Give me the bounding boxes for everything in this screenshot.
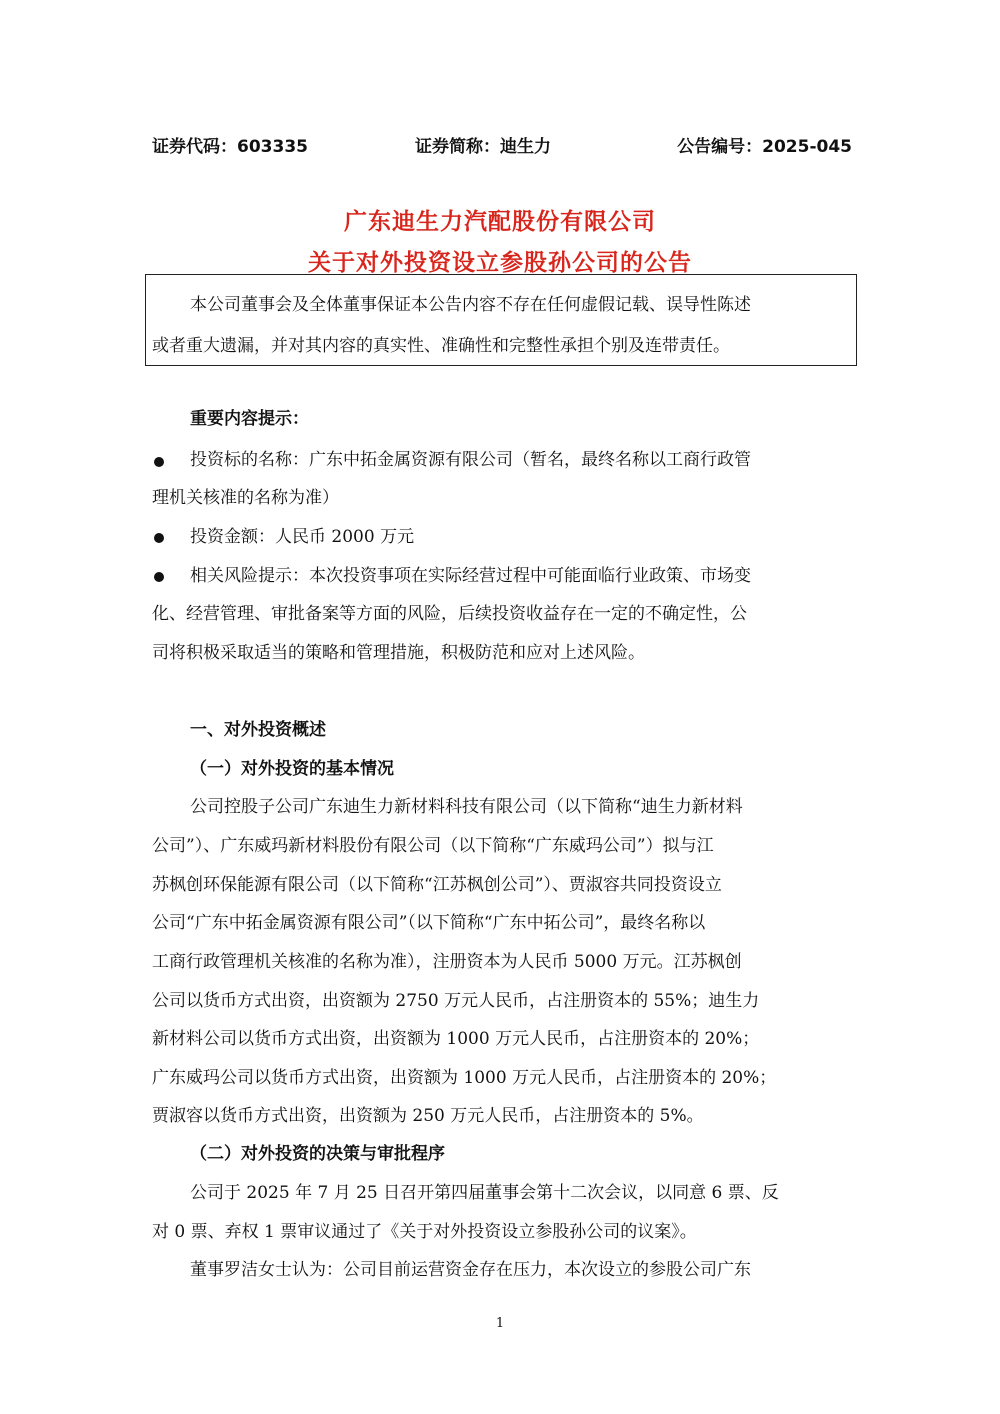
section-heading: 一、对外投资概述 [190,720,326,740]
highlight-item: 投资标的名称：广东中拓金属资源有限公司（暂名，最终名称以工商行政管 [190,450,751,470]
announcement-number: 公告编号：2025-045 [677,137,852,157]
paragraph-line: 苏枫创环保能源有限公司（以下简称“江苏枫创公司”）、贾淑容共同投资设立 [152,875,722,895]
paragraph-line: 工商行政管理机关核准的名称为准），注册资本为人民币 5000 万元。江苏枫创 [152,952,742,972]
highlight-item-continued: 化、经营管理、审批备案等方面的风险，后续投资收益存在一定的不确定性，公 [152,604,747,624]
paragraph-line: 对 0 票、弃权 1 票审议通过了《关于对外投资设立参股孙公司的议案》。 [152,1222,697,1242]
paragraph-line: 公司于 2025 年 7 月 25 日召开第四届董事会第十二次会议，以同意 6 票、反 [190,1183,779,1203]
highlight-item: 相关风险提示：本次投资事项在实际经营过程中可能面临行业政策、市场变 [190,566,751,586]
disclaimer-line: 或者重大遗漏，并对其内容的真实性、准确性和完整性承担个别及连带责任。 [152,336,730,356]
bullet-icon [154,572,164,582]
paragraph-line: 贾淑容以货币方式出资，出资额为 250 万元人民币，占注册资本的 5%。 [152,1106,704,1126]
stock-code: 证券代码：603335 [152,137,308,157]
bullet-icon [154,533,164,543]
document-title-line1: 广东迪生力汽配股份有限公司 [344,209,656,235]
paragraph-line: 广东威玛公司以货币方式出资，出资额为 1000 万元人民币，占注册资本的 20%； [152,1068,777,1088]
highlight-item: 投资金额：人民币 2000 万元 [190,527,415,547]
page-number: 1 [495,1316,505,1331]
paragraph-line: 公司以货币方式出资，出资额为 2750 万元人民币，占注册资本的 55%；迪生力 [152,991,760,1011]
paragraph-line: 公司控股子公司广东迪生力新材料科技有限公司（以下简称“迪生力新材料 [190,797,743,817]
stock-abbreviation: 证券简称：迪生力 [415,137,551,157]
highlights-heading: 重要内容提示： [190,409,309,429]
paragraph-line: 新材料公司以货币方式出资，出资额为 1000 万元人民币，占注册资本的 20%； [152,1029,760,1049]
paragraph-line: 董事罗洁女士认为：公司目前运营资金存在压力，本次设立的参股公司广东 [190,1260,751,1280]
bullet-icon [154,457,164,467]
highlight-item-continued: 司将积极采取适当的策略和管理措施，积极防范和应对上述风险。 [152,643,645,663]
paragraph-line: 公司”）、广东威玛新材料股份有限公司（以下简称“广东威玛公司”）拟与江 [152,836,714,856]
paragraph-line: 公司“广东中拓金属资源有限公司”（以下简称“广东中拓公司”，最终名称以 [152,913,706,933]
subsection-heading: （二）对外投资的决策与审批程序 [190,1144,445,1164]
document-title-line2: 关于对外投资设立参股孙公司的公告 [308,250,692,276]
subsection-heading: （一）对外投资的基本情况 [190,759,394,779]
announcement-header [152,132,852,160]
disclaimer-line: 本公司董事会及全体董事保证本公告内容不存在任何虚假记载、误导性陈述 [190,295,751,315]
highlight-item-continued: 理机关核准的名称为准） [152,488,339,508]
